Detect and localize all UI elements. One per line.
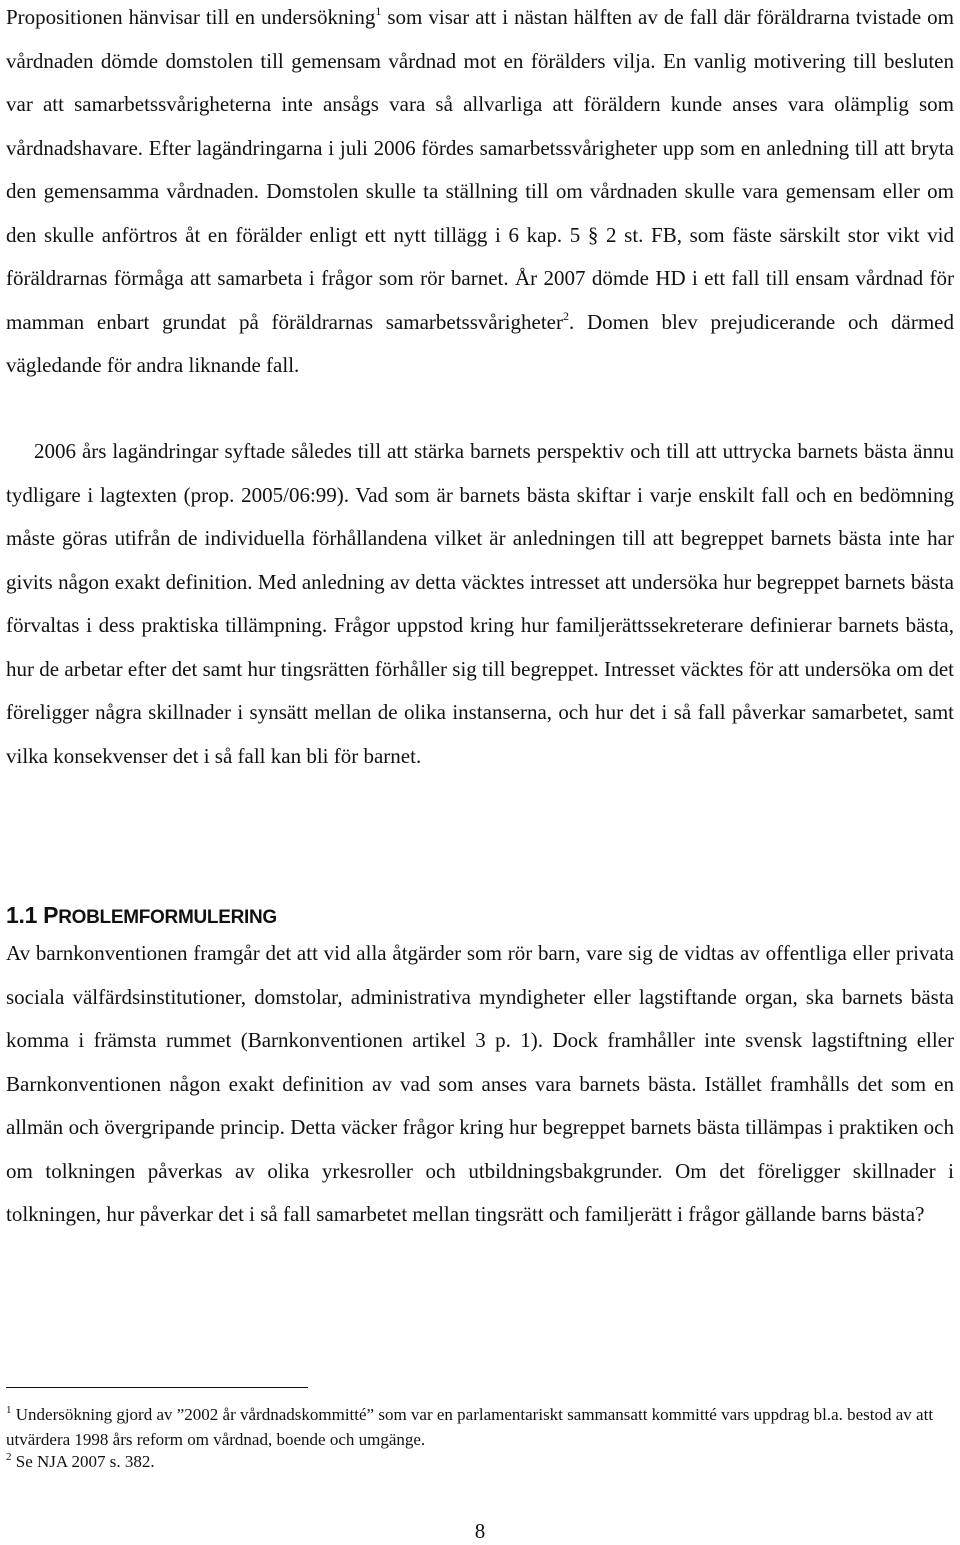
footnote-ref-1[interactable]: 1 bbox=[375, 4, 382, 18]
section-title-first-letter: P bbox=[43, 902, 59, 928]
footnote-2-text: Se NJA 2007 s. 382. bbox=[11, 1452, 155, 1471]
footnote-2 bbox=[6, 1449, 954, 1474]
footnote-separator bbox=[6, 1387, 308, 1388]
body-paragraph-1 bbox=[6, 0, 954, 388]
paragraph-1-text-c: . Domen blev prejudicerande och därmed vägledande för andra liknande fall. bbox=[6, 309, 954, 377]
footnote-ref-2[interactable]: 2 bbox=[563, 308, 569, 323]
paragraph-1-text-a: Propositionen hänvisar till en undersökning bbox=[6, 5, 376, 29]
section-heading bbox=[6, 898, 277, 935]
section-title-rest: ROBLEMFORMULERING bbox=[58, 907, 277, 928]
footnote-1 bbox=[6, 1402, 954, 1452]
footnote-2-number: 2 bbox=[6, 1451, 12, 1463]
body-paragraph-2: 2006 års lagändringar syftade således till att stärka barnets perspektiv och till att uttrycka barnets bästa ännu tydligare i lagtexten (prop. 2005/06:99). Vad som är barnets bästa skiftar i varje enskilt fall och en bedömning måste göras utifrån de individuella förhållandena vilket är anledningen till att begreppet barnets bästa inte har givits någon exakt definition. Med anledning av detta väcktes intresset att undersöka hur begreppet barnets bästa förvaltas i dess praktiska tillämpning. Frågor uppstod kring hur familjerättssekreterare definierar barnets bästa, hur de arbetar efter det samt hur tingsrätten förhåller sig till begreppet. Intresset väcktes för att undersöka om det föreligger några skillnader i synsätt mellan de olika instanserna, och hur det i så fall påverkar samarbetet, samt vilka konsekvenser det i så fall kan bli för barnet. bbox=[6, 439, 954, 768]
section-number: 1.1 bbox=[6, 902, 44, 928]
page-number: 8 bbox=[474, 1519, 486, 1543]
footnote-1-number: 1 bbox=[6, 1404, 12, 1416]
body-paragraph-3: Av barnkonventionen framgår det att vid alla åtgärder som rör barn, vare sig de vidtas av offentliga eller privata sociala välfärdsinstitutioner, domstolar, administrativa myndigheter eller lagstiftande organ, ska barnets bästa komma i främsta rummet (Barnkonventionen artikel 3 p. 1). Dock framhåller inte svensk lagstiftning eller Barnkonventionen någon exakt definition av vad som anses vara barnets bästa. Istället framhålls det som en allmän och övergripande princip. Detta väcker frågor kring hur begreppet barnets bästa tillämpas i praktiken och om tolkningen påverkas av olika yrkesroller och utbildningsbakgrunder. Om det föreligger skillnader i tolkningen, hur påverkar det i så fall samarbetet mellan tingsrätt och familjerätt i frågor gällande barns bästa? bbox=[6, 941, 954, 1226]
paragraph-1-text-b: som visar att i nästan hälften av de fall där föräldrarna tvistade om vårdnaden dömde domstolen till gemensam vårdnad mot en förälders vilja. En vanlig motivering till besluten var att samarbetssvårigheterna inte ansågs vara så allvarliga att föräldern kunde anses vara olämplig som vårdnadshavare. Efter lagändringarna i juli 2006 fördes samarbetssvårigheter upp som en anledning till att bryta den gemensamma vårdnaden. Domstolen skulle ta ställning till om vårdnaden skulle vara gemensam eller om den skulle anförtros åt en förälder enligt ett nytt tillägg i 6 kap. 5 § 2 st. FB, som fäste särskilt stor vikt vid föräldrarnas förmåga att samarbeta i frågor som rör barnet. År 2007 dömde HD i ett fall till ensam vårdnad för mamman enbart grundat på föräldrarnas samarbetssvårigheter bbox=[6, 5, 955, 334]
footnote-1-text: Undersökning gjord av ”2002 år vårdnadskommitté” som var en parlamentariskt sammansatt kommitté vars uppdrag bl.a. bestod av att utvärdera 1998 års reform om vårdnad, boende och umgänge. bbox=[6, 1405, 934, 1449]
